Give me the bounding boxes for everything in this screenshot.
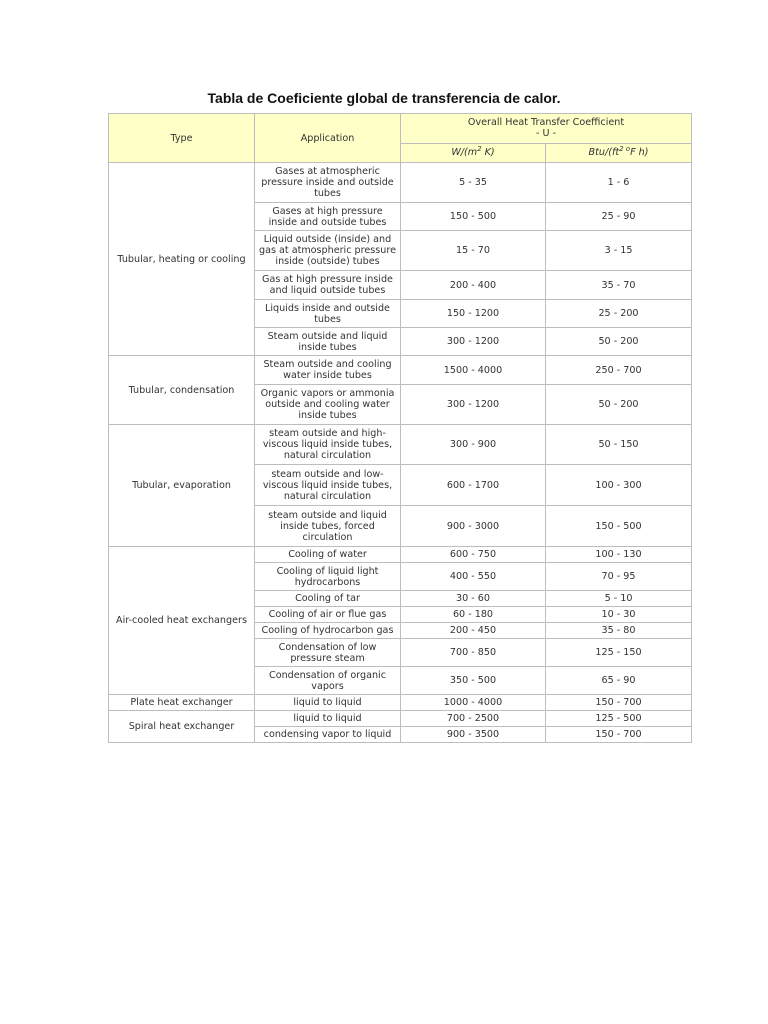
u-si-cell: 5 - 35 [401, 163, 546, 203]
heat-transfer-table [108, 113, 692, 743]
u-si-cell: 30 - 60 [401, 591, 546, 607]
u-imperial-cell: 1 - 6 [546, 163, 692, 203]
application-cell: Condensation of low pressure steam [255, 639, 401, 667]
u-imperial-cell: 150 - 700 [546, 695, 692, 711]
table-row [109, 711, 692, 727]
type-cell: Air-cooled heat exchangers [109, 547, 255, 695]
application-cell: liquid to liquid [255, 695, 401, 711]
u-imperial-cell: 25 - 200 [546, 300, 692, 328]
type-cell: Spiral heat exchanger [109, 711, 255, 743]
u-si-cell: 300 - 1200 [401, 328, 546, 356]
application-cell: steam outside and high-viscous liquid inside tubes, natural circulation [255, 425, 401, 465]
u-si-cell: 900 - 3500 [401, 727, 546, 743]
u-imperial-cell: 150 - 700 [546, 727, 692, 743]
table-row [109, 547, 692, 563]
application-cell: Steam outside and cooling water inside tubes [255, 356, 401, 385]
u-si-cell: 200 - 400 [401, 271, 546, 300]
u-imperial-cell: 250 - 700 [546, 356, 692, 385]
application-cell: Gases at high pressure inside and outside tubes [255, 203, 401, 231]
u-imperial-cell: 50 - 150 [546, 425, 692, 465]
u-si-cell: 150 - 500 [401, 203, 546, 231]
application-cell: steam outside and liquid inside tubes, forced circulation [255, 506, 401, 547]
application-cell: Cooling of liquid light hydrocarbons [255, 563, 401, 591]
u-imperial-cell: 35 - 80 [546, 623, 692, 639]
u-imperial-cell: 100 - 300 [546, 465, 692, 506]
u-si-cell: 900 - 3000 [401, 506, 546, 547]
u-si-cell: 600 - 1700 [401, 465, 546, 506]
header-overall-sub: - U - [535, 128, 557, 140]
u-si-cell: 1500 - 4000 [401, 356, 546, 385]
u-si-cell: 600 - 750 [401, 547, 546, 563]
page-title: Tabla de Coeficiente global de transferencia de calor. [207, 90, 561, 106]
type-cell: Tubular, evaporation [109, 425, 255, 547]
type-cell: Tubular, condensation [109, 356, 255, 425]
u-imperial-cell: 125 - 150 [546, 639, 692, 667]
u-imperial-cell: 50 - 200 [546, 385, 692, 425]
application-cell: Liquids inside and outside tubes [255, 300, 401, 328]
table-body [109, 163, 692, 743]
u-imperial-cell: 3 - 15 [546, 231, 692, 271]
application-cell: Cooling of tar [255, 591, 401, 607]
u-si-cell: 60 - 180 [401, 607, 546, 623]
u-si-cell: 700 - 850 [401, 639, 546, 667]
u-si-cell: 200 - 450 [401, 623, 546, 639]
application-cell: Cooling of air or flue gas [255, 607, 401, 623]
application-cell: Liquid outside (inside) and gas at atmospheric pressure inside (outside) tubes [255, 231, 401, 271]
table-row [109, 695, 692, 711]
application-cell: Gases at atmospheric pressure inside and outside tubes [255, 163, 401, 203]
u-si-cell: 700 - 2500 [401, 711, 546, 727]
header-unit-imperial: Btu/($ft^{2 o}F$ h) [546, 143, 692, 162]
header-application: Application [255, 114, 401, 163]
header-overall-label: Overall Heat Transfer Coefficient [467, 117, 625, 129]
u-imperial-cell: 35 - 70 [546, 271, 692, 300]
u-imperial-cell: 50 - 200 [546, 328, 692, 356]
u-imperial-cell: 5 - 10 [546, 591, 692, 607]
table-row [109, 163, 692, 203]
u-imperial-cell: 70 - 95 [546, 563, 692, 591]
application-cell: Steam outside and liquid inside tubes [255, 328, 401, 356]
table-header [109, 114, 692, 163]
application-cell: steam outside and low-viscous liquid inside tubes, natural circulation [255, 465, 401, 506]
application-cell: liquid to liquid [255, 711, 401, 727]
header-overall [401, 114, 692, 144]
u-si-cell: 1000 - 4000 [401, 695, 546, 711]
application-cell: Cooling of hydrocarbon gas [255, 623, 401, 639]
u-imperial-cell: 150 - 500 [546, 506, 692, 547]
header-unit-si: $W/(m^2$ K) [401, 143, 546, 162]
u-si-cell: 15 - 70 [401, 231, 546, 271]
u-si-cell: 400 - 550 [401, 563, 546, 591]
application-cell: Gas at high pressure inside and liquid outside tubes [255, 271, 401, 300]
u-si-cell: 150 - 1200 [401, 300, 546, 328]
table-row [109, 356, 692, 385]
application-cell: Condensation of organic vapors [255, 667, 401, 695]
u-imperial-cell: 65 - 90 [546, 667, 692, 695]
u-imperial-cell: 100 - 130 [546, 547, 692, 563]
application-cell: condensing vapor to liquid [255, 727, 401, 743]
u-imperial-cell: 25 - 90 [546, 203, 692, 231]
u-imperial-cell: 125 - 500 [546, 711, 692, 727]
table-row [109, 425, 692, 465]
u-si-cell: 300 - 1200 [401, 385, 546, 425]
u-si-cell: 350 - 500 [401, 667, 546, 695]
header-type: Type [109, 114, 255, 163]
application-cell: Organic vapors or ammonia outside and cooling water inside tubes [255, 385, 401, 425]
application-cell: Cooling of water [255, 547, 401, 563]
u-imperial-cell: 10 - 30 [546, 607, 692, 623]
type-cell: Tubular, heating or cooling [109, 163, 255, 356]
u-si-cell: 300 - 900 [401, 425, 546, 465]
type-cell: Plate heat exchanger [109, 695, 255, 711]
